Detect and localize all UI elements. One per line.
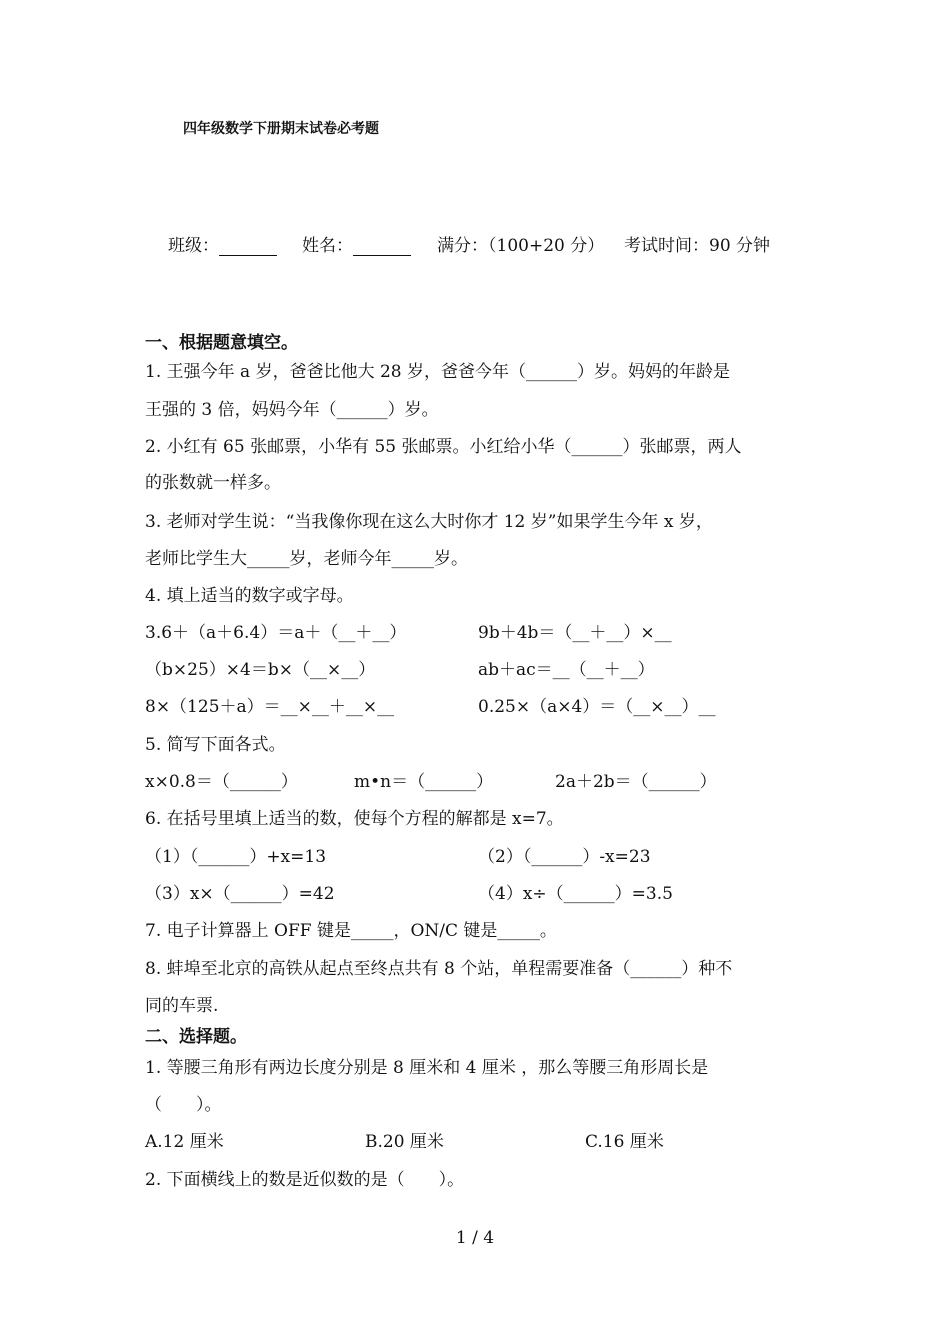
q5-item-a: x×0.8＝（______） [145,772,298,792]
class-field [168,231,277,256]
q8-line1: 8. 蚌埠至北京的高铁从起点至终点共有 8 个站，单程需要准备（______）种不 [145,959,733,979]
q3-line2: 老师比学生大_____岁，老师今年_____岁。 [145,549,468,569]
q5-heading: 5. 简写下面各式。 [145,735,286,755]
s2-q1-option-b: B.20 厘米 [365,1132,444,1152]
q4-row3-left: 8×（125＋a）＝__×__＋__×__ [145,697,395,717]
s2-q2-line: 2. 下面横线上的数是近似数的是（ ）。 [145,1170,465,1190]
s2-q1-line1: 1. 等腰三角形有两边长度分别是 8 厘米和 4 厘米 ，那么等腰三角形周长是 [145,1058,709,1078]
q8-line2: 同的车票. [145,996,219,1016]
score-info: 满分：（100+20 分） [437,236,605,256]
q6-item-3: （3）x×（______）=42 [145,884,335,904]
class-blank[interactable] [219,237,277,256]
name-label: 姓名： [302,236,353,256]
q6-item-2: （2）（______）-x=23 [478,847,651,867]
q4-row2-left: （b×25）×4＝b×（__×__） [145,660,376,680]
q5-item-b: m•n＝（______） [354,772,494,792]
page-number: 1 / 4 [455,1228,495,1248]
q4-row1-right: 9b＋4b＝（__＋__）×__ [478,623,672,643]
q4-row1-left: 3.6＋（a＋6.4）＝a＋（__＋__） [145,623,407,643]
s2-q1-option-c: C.16 厘米 [585,1132,664,1152]
q6-heading: 6. 在括号里填上适当的数，使每个方程的解都是 x=7。 [145,809,564,829]
q5-item-c: 2a＋2b＝（______） [555,772,717,792]
class-label: 班级： [168,236,219,256]
section1-heading: 一、根据题意填空。 [145,333,298,353]
section2-heading: 二、选择题。 [145,1027,247,1047]
q4-row2-right: ab＋ac＝__（__＋__） [478,660,655,680]
q7-line: 7. 电子计算器上 OFF 键是_____，ON/C 键是_____。 [145,921,557,941]
q2-line2: 的张数就一样多。 [145,473,281,493]
q2-line1: 2. 小红有 65 张邮票，小华有 55 张邮票。小红给小华（______）张邮票，两人 [145,437,742,457]
q6-item-4: （4）x÷（______）=3.5 [478,884,673,904]
q3-line1: 3. 老师对学生说：“当我像你现在这么大时你才 12 岁”如果学生今年 x 岁， [145,512,713,532]
name-field [302,231,411,256]
q4-heading: 4. 填上适当的数字或字母。 [145,586,354,606]
name-blank[interactable] [353,237,411,256]
q6-item-1: （1）（______）+x=13 [145,847,327,867]
s2-q1-line2: （ ）。 [145,1095,222,1115]
q4-row3-right: 0.25×（a×4）＝（__×__）__ [478,697,716,717]
q1-line1: 1. 王强今年 a 岁，爸爸比他大 28 岁，爸爸今年（______）岁。妈妈的年龄是 [145,362,731,382]
q1-line2: 王强的 3 倍，妈妈今年（______）岁。 [145,400,439,420]
document-title: 四年级数学下册期末试卷必考题 [183,121,379,137]
s2-q1-option-a: A.12 厘米 [145,1132,224,1152]
time-info: 考试时间：90 分钟 [624,236,771,256]
